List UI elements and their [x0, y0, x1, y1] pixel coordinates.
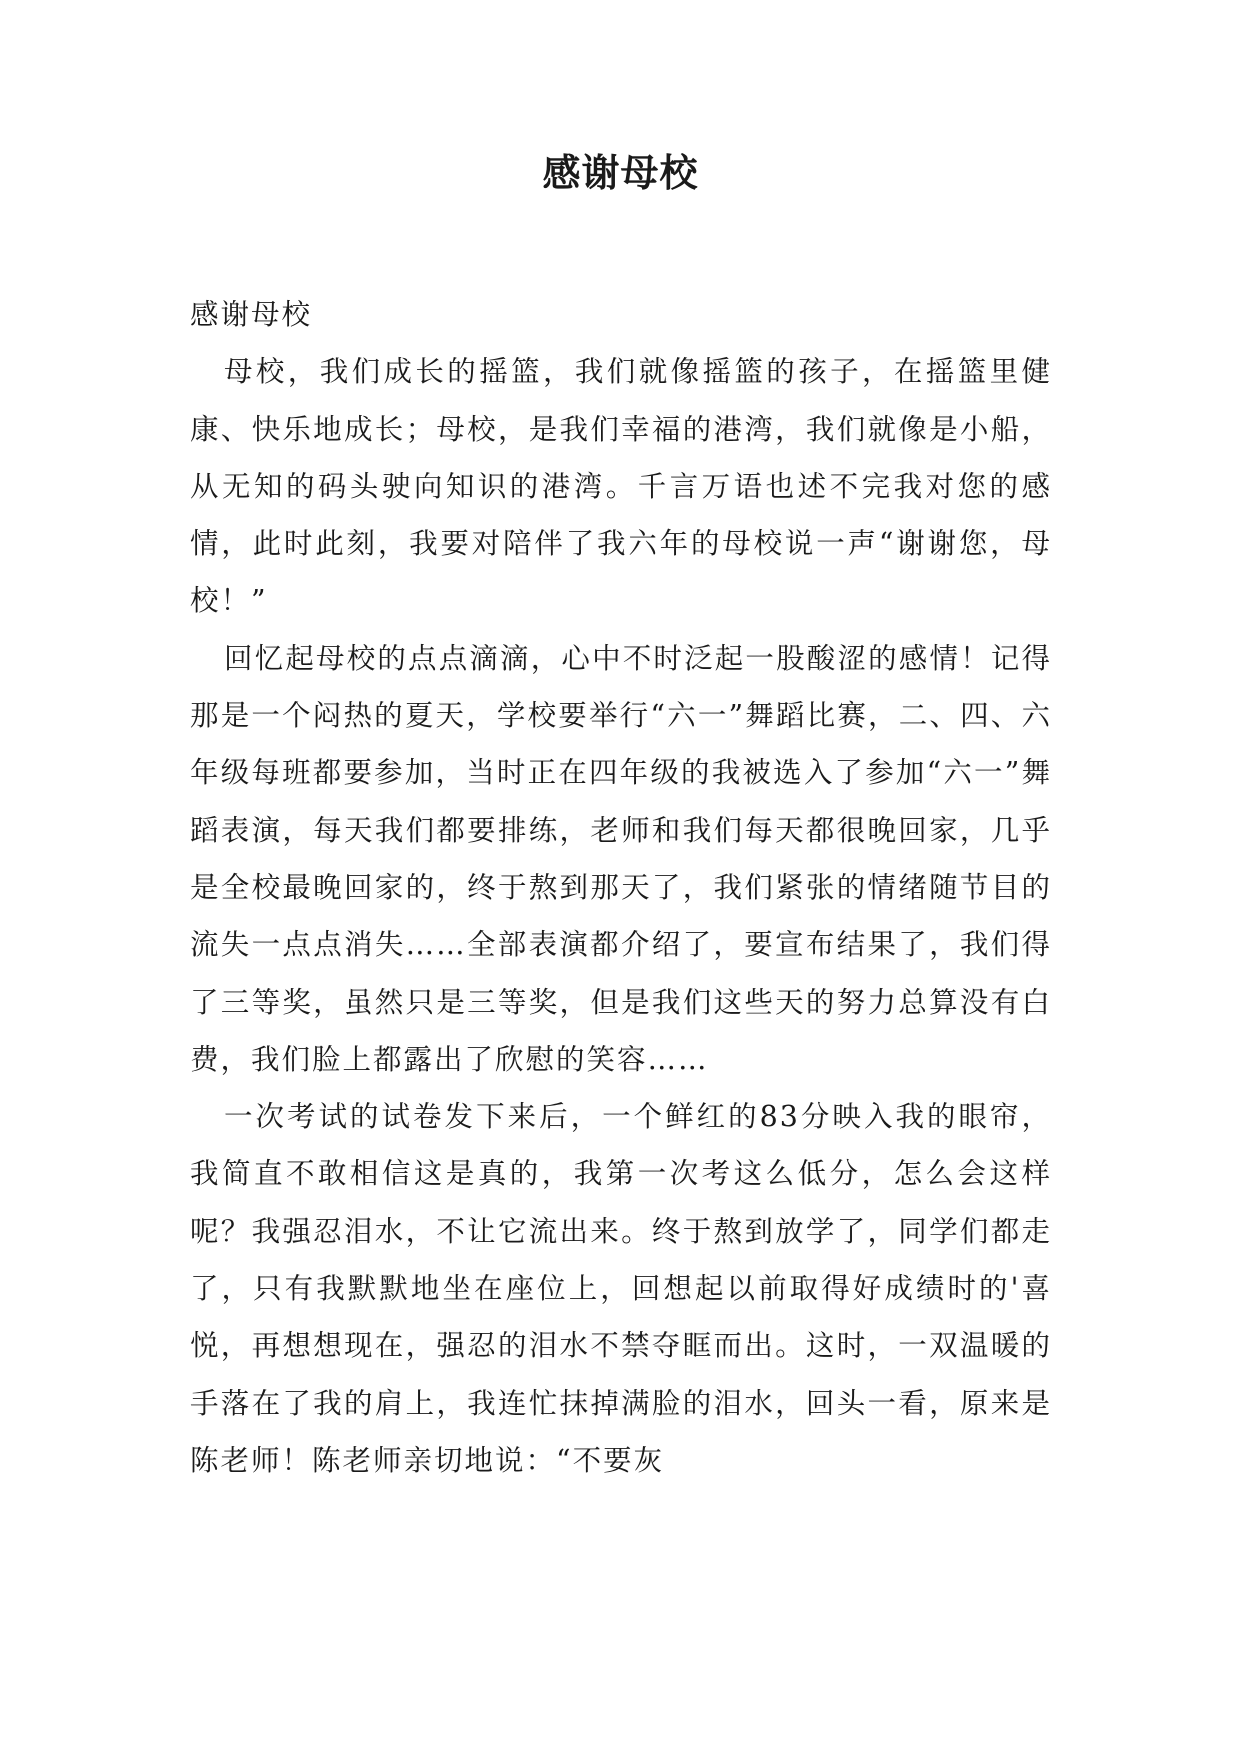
paragraph-3: 一次考试的试卷发下来后，一个鲜红的83分映入我的眼帘，我简直不敢相信这是真的，我第一次考这么低分，怎么会这样呢？我强忍泪水，不让它流出来。终于熬到放学了，同学们都走了，只有我默默地坐在座位上，回想起以前取得好成绩时的'喜悦，再想想现在，强忍的泪水不禁夺眶而出。这时，一双温暖的手落在了我的肩上，我连忙抹掉满脸的泪水，回头一看，原来是陈老师！陈老师亲切地说：“不要灰: [190, 1100, 1052, 1477]
page-title: 感谢母校: [542, 151, 699, 195]
document-body: [190, 286, 1052, 1489]
document-subtitle: 感谢母校: [190, 298, 313, 331]
paragraph-2: 回忆起母校的点点滴滴，心中不时泛起一股酸涩的感情！记得那是一个闷热的夏天，学校要举行“六一”舞蹈比赛，二、四、六年级每班都要参加，当时正在四年级的我被选入了参加“六一”舞蹈表演，每天我们都要排练，老师和我们每天都很晚回家，几乎是全校最晚回家的，终于熬到那天了，我们紧张的情绪随节目的流失一点点消失……全部表演都介绍了，要宣布结果了，我们得了三等奖，虽然只是三等奖，但是我们这些天的努力总算没有白费，我们脸上都露出了欣慰的笑容……: [190, 641, 1052, 1076]
paragraph-1: 母校，我们成长的摇篮，我们就像摇篮的孩子，在摇篮里健康、快乐地成长；母校，是我们幸福的港湾，我们就像是小船，从无知的码头驶向知识的港湾。千言万语也述不完我对您的感情，此时此刻，我要对陪伴了我六年的母校说一声“谢谢您，母校！”: [190, 355, 1052, 618]
